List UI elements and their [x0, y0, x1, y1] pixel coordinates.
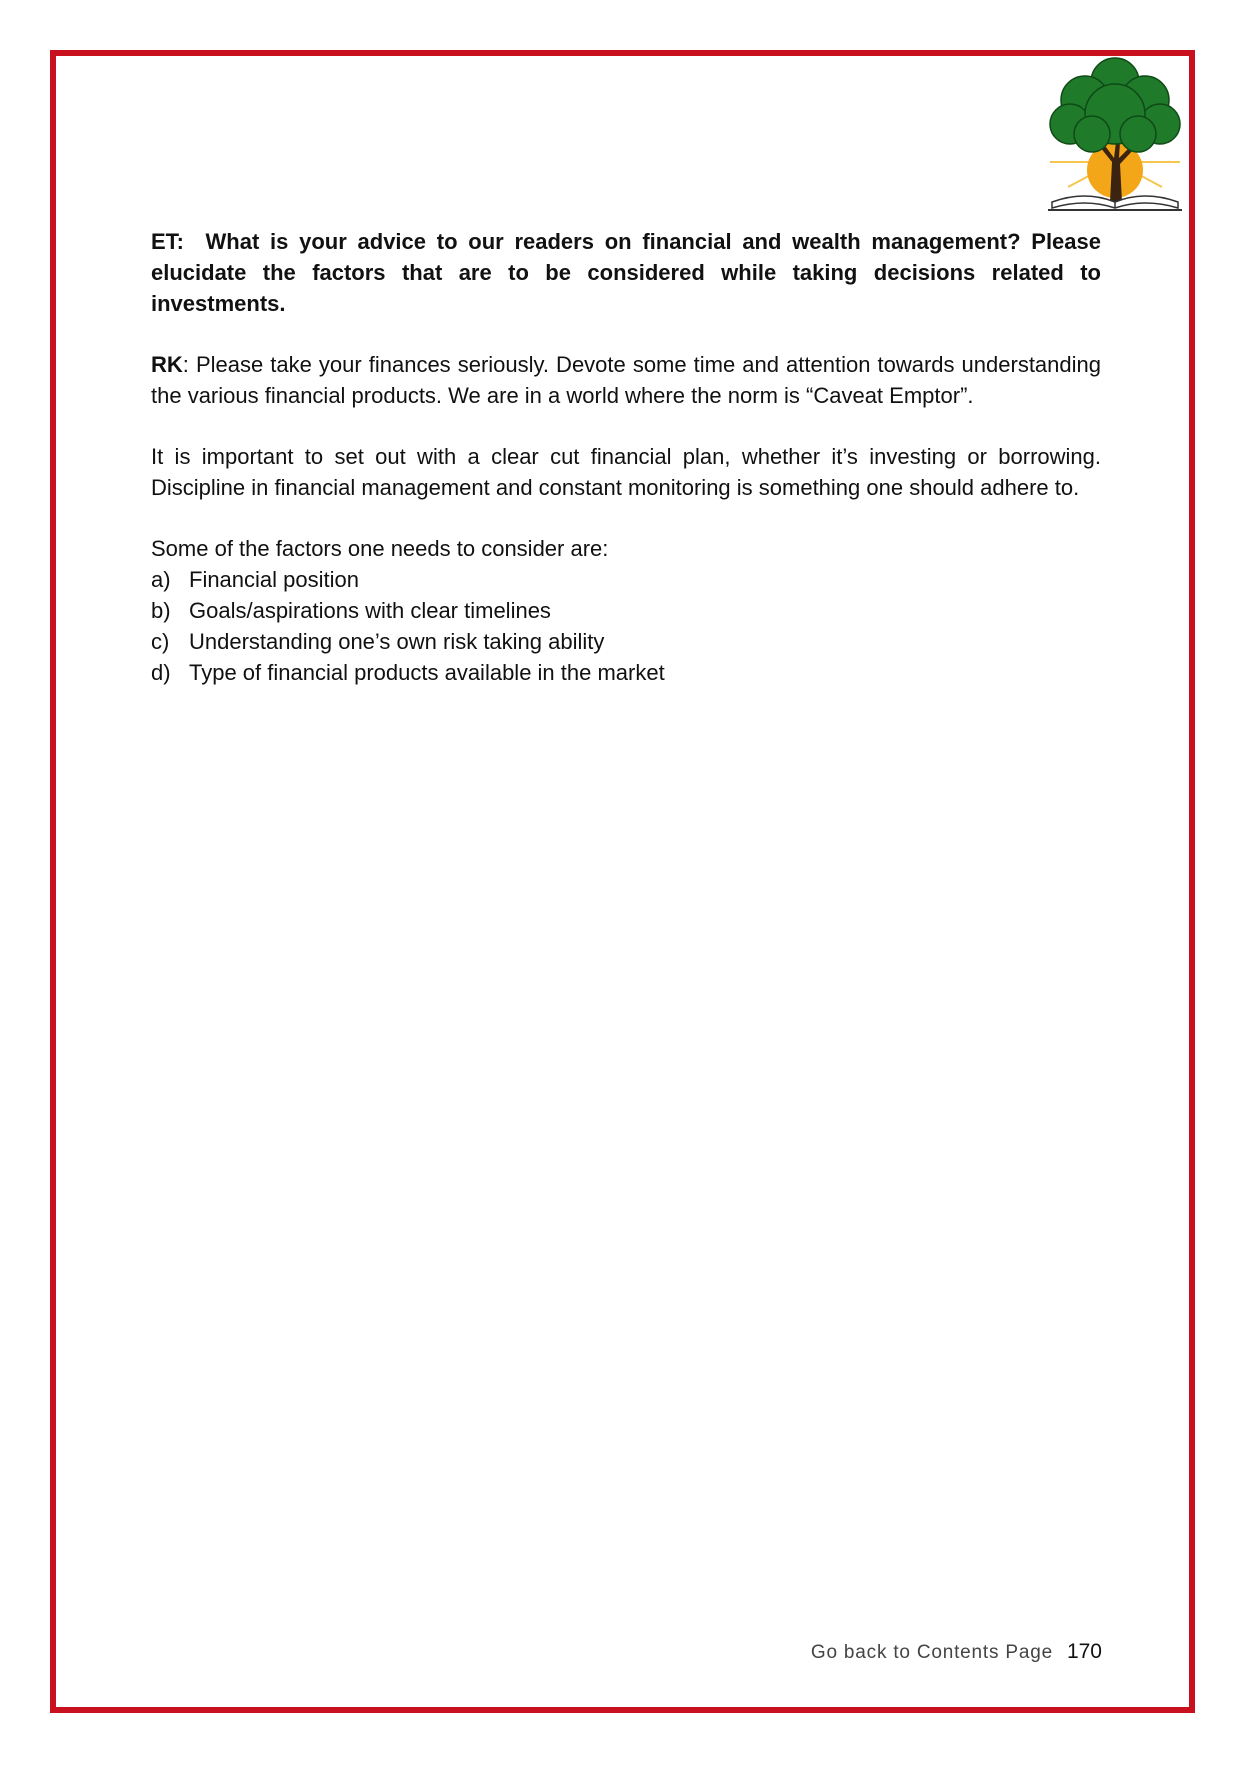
- answer-paragraph: [151, 349, 1101, 411]
- list-marker: d): [151, 660, 171, 685]
- question-speaker: ET:: [151, 229, 184, 254]
- page-footer: [811, 1640, 1102, 1664]
- page-number: 170: [1066, 1640, 1102, 1663]
- list-item: [151, 564, 1101, 595]
- factors-list: [151, 564, 1101, 688]
- factors-intro: Some of the factors one needs to consider are:: [151, 536, 609, 561]
- question-paragraph: [151, 226, 1101, 319]
- list-item: [151, 657, 1101, 688]
- answer-text: : Please take your finances seriously. Devote some time and attention towards understanding the various financial products. We are in a world where the norm is “Caveat Emptor”.: [151, 352, 1101, 408]
- list-marker: b): [151, 598, 171, 623]
- factors-section: [151, 533, 1101, 688]
- list-item: [151, 626, 1101, 657]
- list-item: [151, 595, 1101, 626]
- plan-paragraph: It is important to set out with a clear cut financial plan, whether it’s investing or borrowing. Discipline in financial management and constant monitoring is something one should adhere to.: [151, 444, 1101, 500]
- list-item-text: Financial position: [189, 567, 359, 592]
- list-marker: c): [151, 629, 170, 654]
- list-item-text: Type of financial products available in the market: [189, 660, 665, 685]
- list-item-text: Understanding one’s own risk taking ability: [189, 629, 605, 654]
- list-marker: a): [151, 567, 171, 592]
- contents-page-link[interactable]: Go back to Contents Page: [810, 1642, 1053, 1663]
- interview-content: [151, 226, 1101, 688]
- tree-book-logo-icon: [1040, 52, 1190, 212]
- list-item-text: Goals/aspirations with clear timelines: [189, 598, 551, 623]
- question-text: What is your advice to our readers on financial and wealth management? Please elucidate the factors that are to be considered while taking decisions related to investments.: [151, 229, 1101, 316]
- answer-speaker: RK: [151, 352, 183, 377]
